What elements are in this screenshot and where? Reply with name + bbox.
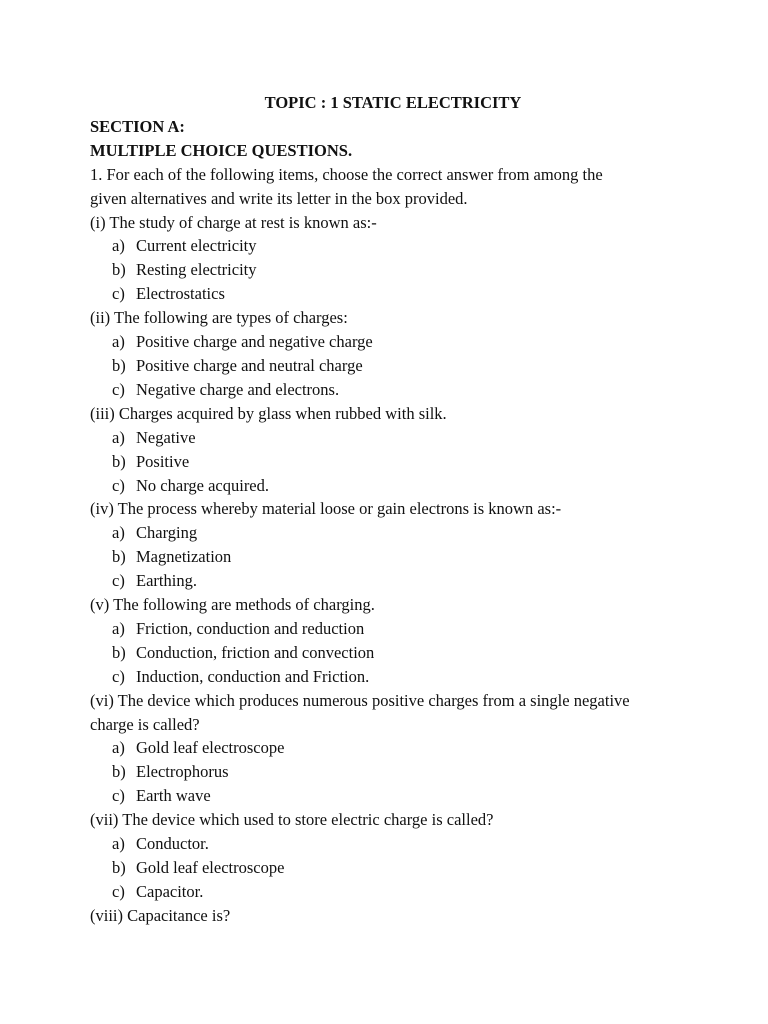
option-text: Charging [136, 523, 198, 543]
option-text: Gold leaf electroscope [136, 738, 285, 758]
option-text: Negative charge and electrons. [136, 379, 340, 399]
option-text: Gold leaf electroscope [136, 858, 285, 877]
option-letter: a) [112, 236, 125, 256]
option-text: Electrophorus [136, 762, 229, 782]
option-text: Friction, conduction and reduction [136, 618, 365, 638]
question-item [90, 306, 690, 402]
option-text: Earth wave [136, 786, 211, 806]
option-text: Magnetization [136, 547, 232, 567]
option-text: Positive charge and neutral charge [136, 355, 363, 375]
option-text: Conduction, friction and convection [136, 642, 375, 662]
question-item [90, 402, 690, 498]
question-stem: (vii) The device which used to store electric charge is called? [90, 810, 494, 830]
answer-option [90, 450, 690, 474]
option-letter: a) [112, 618, 125, 638]
question-stem: (iv) The process whereby material loose or gain electrons is known as:- [90, 499, 562, 519]
question-item [90, 689, 690, 809]
option-text: Resting electricity [136, 260, 257, 280]
question-stem: (iii) Charges acquired by glass when rubbed with silk. [90, 403, 447, 423]
answer-option [90, 330, 690, 354]
option-text: Negative [136, 427, 196, 447]
option-letter: c) [112, 786, 125, 806]
answer-option [90, 856, 690, 880]
question-item [90, 593, 690, 689]
answer-option [90, 521, 690, 545]
option-letter: c) [112, 284, 125, 304]
option-letter: c) [112, 379, 125, 399]
option-text: Positive [136, 451, 190, 471]
section-heading: SECTION A: [90, 116, 185, 136]
answer-option [90, 665, 690, 689]
question-item [90, 808, 690, 904]
option-text: No charge acquired. [136, 475, 270, 495]
option-letter: a) [112, 523, 125, 543]
question-stem: (i) The study of charge at rest is known as:- [90, 212, 377, 232]
answer-option [90, 832, 690, 856]
document-title: TOPIC : 1 STATIC ELECTRICITY [264, 93, 522, 112]
question-item [90, 904, 690, 928]
answer-option [90, 569, 690, 593]
instruction-line: given alternatives and write its letter in the box provided. [90, 188, 468, 208]
option-text: Electrostatics [136, 284, 225, 304]
answer-option [90, 354, 690, 378]
answer-option [90, 426, 690, 450]
option-letter: b) [112, 260, 126, 280]
option-letter: a) [112, 332, 125, 352]
question-item [90, 497, 690, 593]
option-letter: b) [112, 642, 126, 662]
option-text: Induction, conduction and Friction. [136, 666, 370, 686]
answer-option [90, 617, 690, 641]
question-stem: (ii) The following are types of charges: [90, 308, 348, 328]
answer-option [90, 234, 690, 258]
option-letter: b) [112, 355, 126, 375]
answer-option [90, 641, 690, 665]
option-text: Earthing. [136, 571, 197, 591]
answer-option [90, 784, 690, 808]
question-stem: (viii) Capacitance is? [90, 905, 231, 925]
question-list [90, 211, 690, 928]
option-letter: c) [112, 571, 125, 591]
answer-option [90, 282, 690, 306]
question-stem: charge is called? [90, 714, 200, 734]
answer-option [90, 880, 690, 904]
document-page [90, 91, 690, 928]
answer-option [90, 378, 690, 402]
question-item [90, 211, 690, 307]
option-text: Positive charge and negative charge [136, 332, 373, 352]
option-letter: b) [112, 547, 126, 567]
answer-option [90, 760, 690, 784]
answer-option [90, 474, 690, 498]
option-letter: a) [112, 738, 125, 758]
option-letter: a) [112, 427, 125, 447]
answer-option [90, 545, 690, 569]
option-letter: c) [112, 475, 125, 495]
question-stem: (vi) The device which produces numerous positive charges from a single negative [90, 690, 630, 710]
option-letter: b) [112, 858, 126, 877]
option-letter: c) [112, 666, 125, 686]
option-letter: a) [112, 834, 125, 854]
question-stem: (v) The following are methods of charging. [90, 595, 375, 615]
option-letter: c) [112, 881, 125, 901]
option-letter: b) [112, 762, 126, 782]
answer-option [90, 258, 690, 282]
option-text: Current electricity [136, 236, 257, 256]
option-text: Capacitor. [136, 881, 204, 901]
answer-option [90, 736, 690, 760]
instruction-line: 1. For each of the following items, choose the correct answer from among the [90, 164, 603, 184]
option-letter: b) [112, 451, 126, 471]
section-subtitle: MULTIPLE CHOICE QUESTIONS. [90, 140, 353, 160]
option-text: Conductor. [136, 834, 209, 854]
